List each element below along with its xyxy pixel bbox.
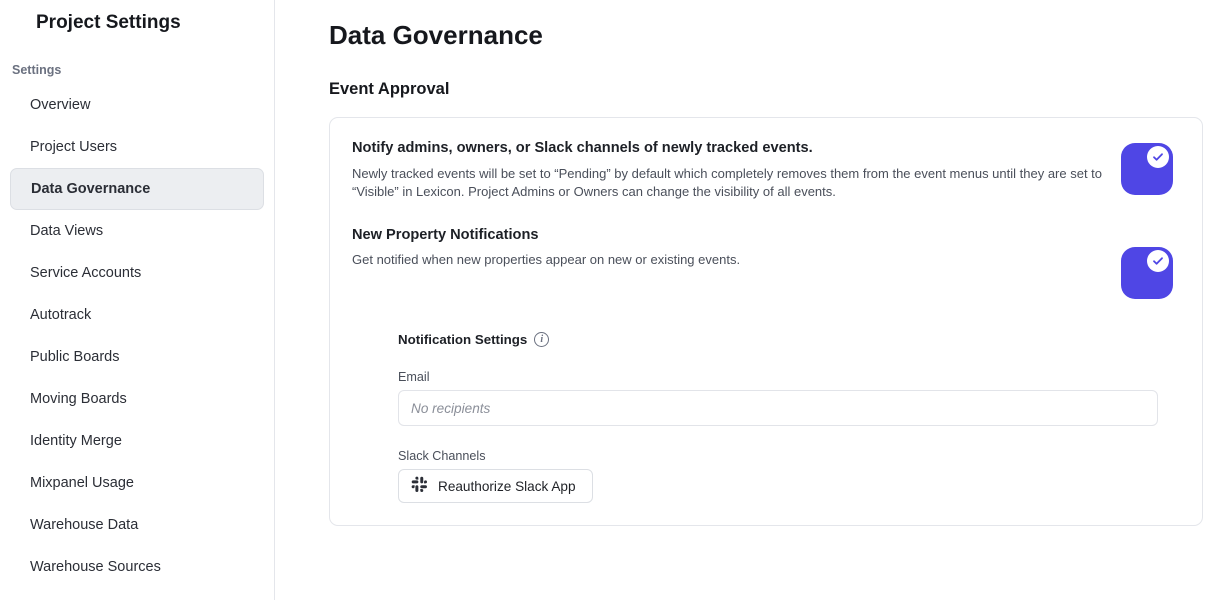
- email-field-label: Email: [398, 370, 430, 384]
- event-approval-row: [352, 138, 1180, 304]
- sidebar-item-public-boards[interactable]: [10, 336, 264, 378]
- sidebar-section-label: Settings: [12, 63, 62, 77]
- sidebar-item-autotrack[interactable]: [10, 294, 264, 336]
- event-approval-text: [352, 138, 1112, 269]
- sidebar-item-data-governance[interactable]: [10, 168, 264, 210]
- sidebar-item-service-accounts[interactable]: [10, 252, 264, 294]
- email-recipients-input[interactable]: [398, 390, 1158, 426]
- sidebar-item-label: Project Users: [30, 139, 118, 155]
- reauthorize-slack-app-button[interactable]: [398, 469, 593, 503]
- sidebar-nav-list: [0, 84, 274, 588]
- toggle-knob: [1147, 250, 1169, 272]
- notification-settings-title: Notification Settings: [398, 332, 528, 347]
- sidebar-item-label: Warehouse Data: [30, 517, 139, 533]
- info-icon[interactable]: i: [534, 332, 549, 347]
- notification-settings-title-row: [398, 332, 1180, 347]
- sidebar-item-mixpanel-usage[interactable]: [10, 462, 264, 504]
- slack-channels-label: Slack Channels: [398, 449, 486, 463]
- sidebar-item-data-views[interactable]: [10, 210, 264, 252]
- page-title: Data Governance: [329, 20, 543, 50]
- sidebar-item-label: Autotrack: [30, 307, 92, 323]
- sidebar-title: Project Settings: [36, 12, 181, 33]
- toggle-column: [1114, 138, 1180, 304]
- sidebar-item-label: Overview: [30, 97, 91, 113]
- sidebar-item-warehouse-sources[interactable]: [10, 546, 264, 588]
- sidebar-item-label: Moving Boards: [30, 391, 127, 407]
- sidebar-item-warehouse-data[interactable]: [10, 504, 264, 546]
- reauthorize-slack-app-label: Reauthorize Slack App: [438, 478, 576, 494]
- new-property-notifications-toggle[interactable]: [1121, 247, 1173, 299]
- sidebar-item-label: Warehouse Sources: [30, 559, 161, 575]
- notification-settings-group: [398, 332, 1180, 503]
- sidebar-item-label: Service Accounts: [30, 265, 142, 281]
- toggle-knob: [1147, 146, 1169, 168]
- sidebar-item-moving-boards[interactable]: [10, 378, 264, 420]
- sidebar-item-identity-merge[interactable]: [10, 420, 264, 462]
- event-approval-toggle[interactable]: [1121, 143, 1173, 195]
- sidebar-item-label: Public Boards: [30, 349, 120, 365]
- sidebar-item-label: Data Views: [30, 223, 104, 239]
- new-property-notifications-heading: New Property Notifications: [352, 227, 539, 243]
- main-content: [275, 0, 1217, 600]
- sidebar-item-label: Identity Merge: [30, 433, 122, 449]
- slack-icon: [411, 476, 428, 496]
- sidebar-item-label: Mixpanel Usage: [30, 475, 134, 491]
- settings-sidebar: [0, 0, 275, 600]
- sidebar-item-project-users[interactable]: [10, 126, 264, 168]
- event-approval-card: [329, 117, 1203, 526]
- event-approval-description: Newly tracked events will be set to “Pending” by default which completely removes them from the event menus until they are set to “Visible” in Lexicon. Project Admins or Owners can change the visibility of all events.: [352, 166, 1103, 199]
- sidebar-item-overview[interactable]: [10, 84, 264, 126]
- section-title-event-approval: Event Approval: [329, 80, 450, 98]
- new-property-notifications-description: Get notified when new properties appear on new or existing events.: [352, 252, 741, 267]
- event-approval-heading: Notify admins, owners, or Slack channels of newly tracked events.: [352, 140, 813, 156]
- sidebar-item-label: Data Governance: [31, 181, 151, 197]
